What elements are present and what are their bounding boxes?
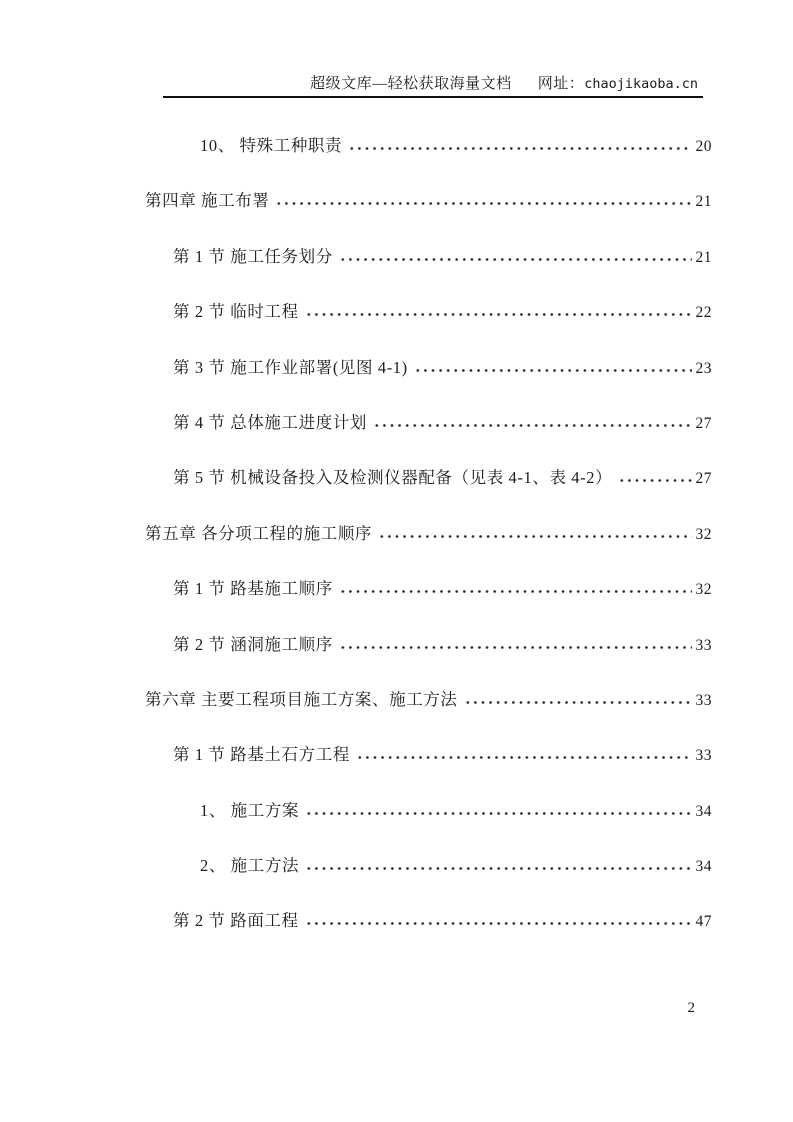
page-footer: [688, 1000, 696, 1017]
page-header: [163, 74, 698, 98]
dot-leader: [337, 637, 692, 650]
toc-entry-page: 33: [695, 747, 712, 765]
toc-entry: [145, 136, 712, 191]
toc-entry-label: 第 2 节 临时工程: [173, 302, 299, 322]
toc-entry-page: 32: [695, 581, 712, 599]
toc-entry-page: 33: [695, 636, 712, 654]
toc-entry: [145, 302, 712, 357]
toc-entry: [145, 247, 712, 302]
toc-entry-label: 10、 特殊工种职责: [200, 136, 343, 155]
dot-leader: [412, 360, 692, 373]
header-site-tagline: 超级文库—轻松获取海量文档: [310, 76, 512, 92]
toc-entry: [145, 745, 712, 800]
toc-entry-page: 20: [695, 138, 712, 155]
toc-entry: [145, 579, 712, 634]
toc-entry-label: 第 1 节 路基土石方工程: [173, 745, 350, 765]
toc-entry: [145, 911, 712, 966]
toc-entry-label: 第 1 节 施工任务划分: [173, 246, 333, 266]
toc-entry: [145, 413, 712, 468]
toc-entry: [145, 856, 712, 911]
dot-leader: [337, 581, 692, 594]
toc-entry-page: 23: [695, 359, 712, 377]
toc-entry-label: 1、 施工方案: [200, 800, 300, 820]
toc-entry-label: 第四章 施工布署: [145, 191, 270, 211]
dot-leader: [273, 193, 691, 206]
toc-entry-label: 第 1 节 路基施工顺序: [173, 579, 333, 599]
toc-entry-page: 47: [695, 913, 712, 931]
toc-entry: [145, 690, 712, 745]
toc-entry: [145, 801, 712, 856]
toc-entry-label: 第 3 节 施工作业部署(见图 4-1): [173, 357, 408, 377]
table-of-contents: [145, 136, 712, 967]
toc-entry: [145, 524, 712, 579]
toc-entry-page: 34: [695, 802, 712, 820]
toc-entry: [145, 468, 712, 523]
dot-leader: [337, 249, 692, 262]
dot-leader: [371, 415, 691, 428]
header-url-label: 网址：: [537, 76, 585, 92]
toc-entry-label: 第 4 节 总体施工进度计划: [173, 412, 368, 432]
toc-entry-page: 21: [695, 193, 712, 211]
toc-entry-page: 34: [695, 858, 712, 876]
dot-leader: [376, 526, 691, 539]
dot-leader: [303, 803, 691, 816]
header-watermark: [163, 74, 698, 94]
toc-entry-page: 33: [695, 691, 712, 709]
dot-leader: [616, 470, 691, 483]
header-divider: [163, 96, 703, 98]
toc-entry-label: 2、 施工方法: [200, 856, 300, 876]
header-url: chaojikaoba.cn: [584, 76, 698, 92]
footer-page-number: 2: [687, 1000, 695, 1016]
toc-entry-label: 第 2 节 涵洞施工顺序: [173, 634, 333, 654]
toc-entry-label: 第五章 各分项工程的施工顺序: [145, 523, 373, 543]
dot-leader: [303, 304, 692, 317]
toc-entry-page: 32: [695, 525, 712, 543]
toc-entry: [145, 635, 712, 690]
toc-entry-page: 27: [695, 470, 712, 488]
toc-entry-page: 22: [695, 304, 712, 322]
toc-entry-page: 27: [695, 414, 712, 432]
dot-leader: [462, 692, 692, 705]
dot-leader: [354, 747, 692, 760]
toc-entry: [145, 358, 712, 413]
toc-entry-label: 第 2 节 路面工程: [173, 911, 299, 931]
toc-entry: [145, 191, 712, 246]
dot-leader: [303, 858, 691, 871]
dot-leader: [346, 138, 691, 151]
dot-leader: [303, 913, 692, 926]
toc-entry-label: 第 5 节 机械设备投入及检测仪器配备（见表 4-1、表 4-2）: [173, 468, 613, 488]
toc-entry-page: 21: [695, 248, 712, 266]
toc-entry-label: 第六章 主要工程项目施工方案、施工方法: [145, 689, 458, 709]
